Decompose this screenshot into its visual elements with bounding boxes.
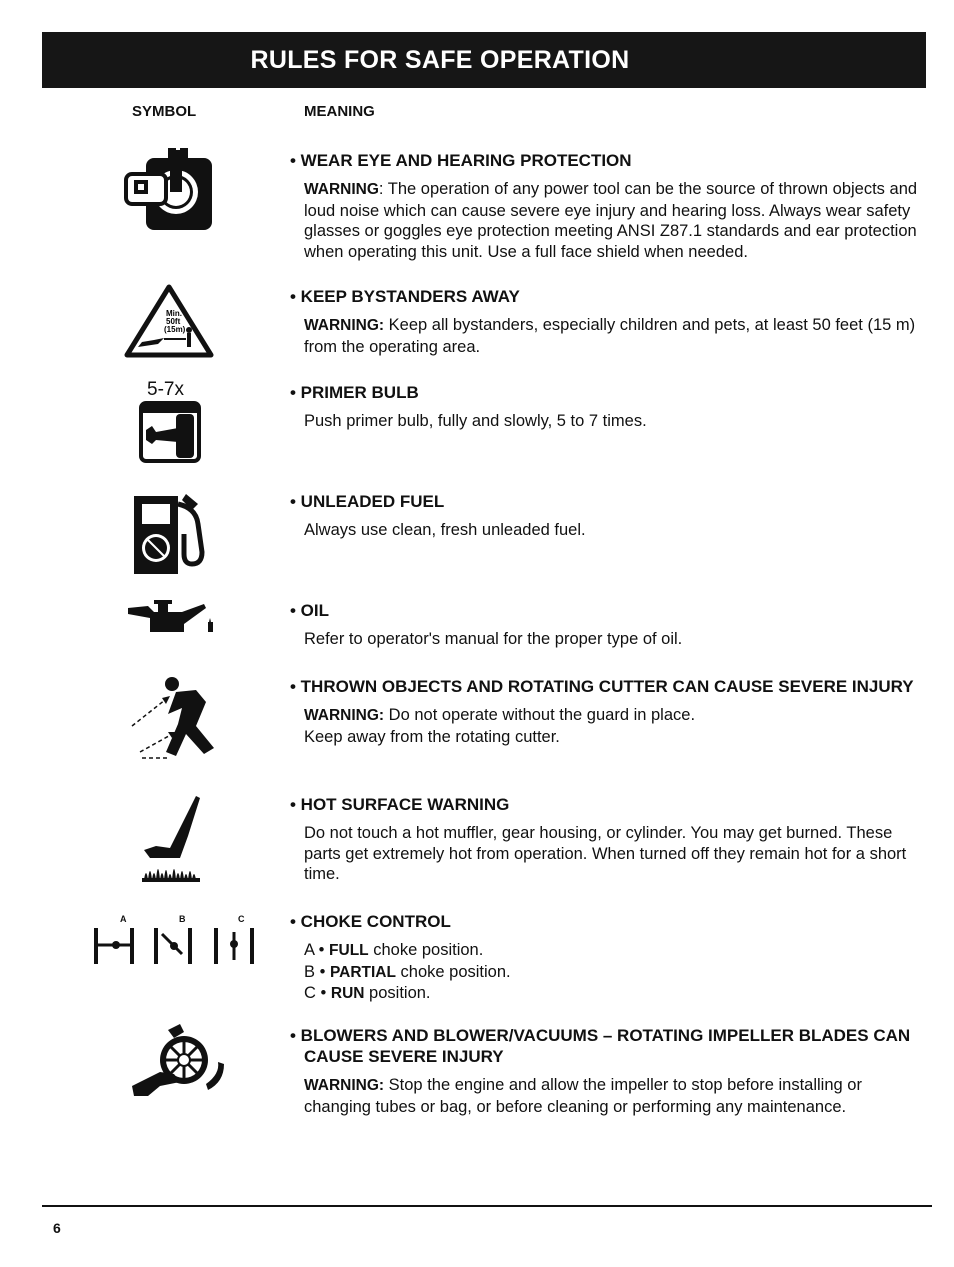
- section-title: • THROWN OBJECTS AND ROTATING CUTTER CAN CAUSE SEVERE INJURY: [290, 677, 914, 696]
- section-unleaded-fuel: [290, 491, 922, 541]
- choke-partial-label: PARTIAL: [329, 963, 396, 981]
- section-choke-control: • CHOKE CONTROL A • FULL choke position. B • PARTIAL choke position. C • RUN position.: [290, 911, 922, 1005]
- section-text: : The operation of any power tool can be the source of thrown objects and loud noise which can cause severe eye injury and hearing loss. Always wear safety glasses or goggles eye protection meeting ANSI Z87.1 standards and ear protection when operating this unit. Use a full face shield when needed.: [304, 180, 918, 261]
- section-text: Keep all bystanders, especially children and pets, at least 50 feet (15 m) from the operating area.: [304, 316, 916, 356]
- section-title: • UNLEADED FUEL: [290, 492, 445, 511]
- section-text: Do not operate without the guard in place.: [384, 706, 696, 724]
- primer-count-label: 5-7x: [147, 379, 184, 400]
- section-oil: [290, 600, 922, 650]
- section-primer-bulb: [290, 382, 922, 432]
- footer-divider: [42, 1205, 932, 1207]
- warning-label: WARNING: [304, 181, 379, 198]
- section-title: • OIL: [290, 601, 330, 620]
- page-header: [42, 32, 926, 88]
- section-title: • CHOKE CONTROL: [290, 912, 451, 931]
- thrown-objects-icon: [130, 672, 220, 762]
- page-number: 6: [53, 1220, 61, 1236]
- meaning-column-header: MEANING: [304, 103, 375, 120]
- section-text: Do not touch a hot muffler, gear housing, or cylinder. You may get burned. These parts get extremely hot from operation. When turned off they remain hot for a short time.: [304, 824, 907, 883]
- section-title: • HOT SURFACE WARNING: [290, 795, 510, 814]
- bystander-min-label: Min.: [166, 309, 182, 318]
- warning-label: WARNING:: [304, 707, 385, 724]
- section-title: • BLOWERS AND BLOWER/VACUUMS – ROTATING IMPELLER BLADES CAN CAUSE SEVERE INJURY: [290, 1026, 911, 1066]
- fuel-pump-icon: [130, 490, 214, 576]
- choke-letter-c: C: [238, 914, 245, 924]
- warning-label: WARNING:: [304, 1077, 385, 1094]
- section-title: • WEAR EYE AND HEARING PROTECTION: [290, 151, 632, 170]
- section-bystanders: [290, 286, 922, 357]
- oil-can-icon: [124, 598, 216, 638]
- section-text-line2: Keep away from the rotating cutter.: [304, 727, 560, 746]
- section-impeller: [290, 1025, 922, 1117]
- choke-full-label: FULL: [329, 942, 369, 959]
- section-text: Refer to operator's manual for the proper type of oil.: [304, 630, 683, 648]
- bystander-metric-label: (15m): [164, 325, 186, 334]
- bystander-warning-icon: [124, 284, 214, 358]
- primer-bulb-icon: [138, 380, 202, 464]
- page-title: RULES FOR SAFE OPERATION: [250, 45, 630, 74]
- warning-label: WARNING:: [304, 317, 385, 334]
- choke-letter-a: A: [120, 914, 127, 924]
- impeller-blade-icon: [130, 1024, 226, 1100]
- section-text: Push primer bulb, fully and slowly, 5 to 7 times.: [304, 412, 647, 430]
- section-eye-hearing: [290, 150, 922, 262]
- symbol-column-header: SYMBOL: [132, 103, 197, 120]
- section-title: • KEEP BYSTANDERS AWAY: [290, 287, 520, 306]
- choke-letter-b: B: [179, 914, 186, 924]
- section-text: Stop the engine and allow the impeller to stop before installing or changing tubes or bag, or before cleaning or performing any maintenance.: [304, 1076, 862, 1116]
- bystander-distance-label: 50ft: [166, 317, 181, 326]
- section-title: • PRIMER BULB: [290, 383, 419, 402]
- section-text: Always use clean, fresh unleaded fuel.: [304, 521, 586, 539]
- eye-ear-protection-icon: [124, 148, 220, 232]
- hot-surface-icon: [140, 796, 202, 882]
- choke-run-label: RUN: [330, 985, 365, 1002]
- choke-control-icon: [92, 924, 260, 966]
- section-hot-surface: [290, 794, 922, 885]
- section-thrown-objects: [290, 676, 922, 747]
